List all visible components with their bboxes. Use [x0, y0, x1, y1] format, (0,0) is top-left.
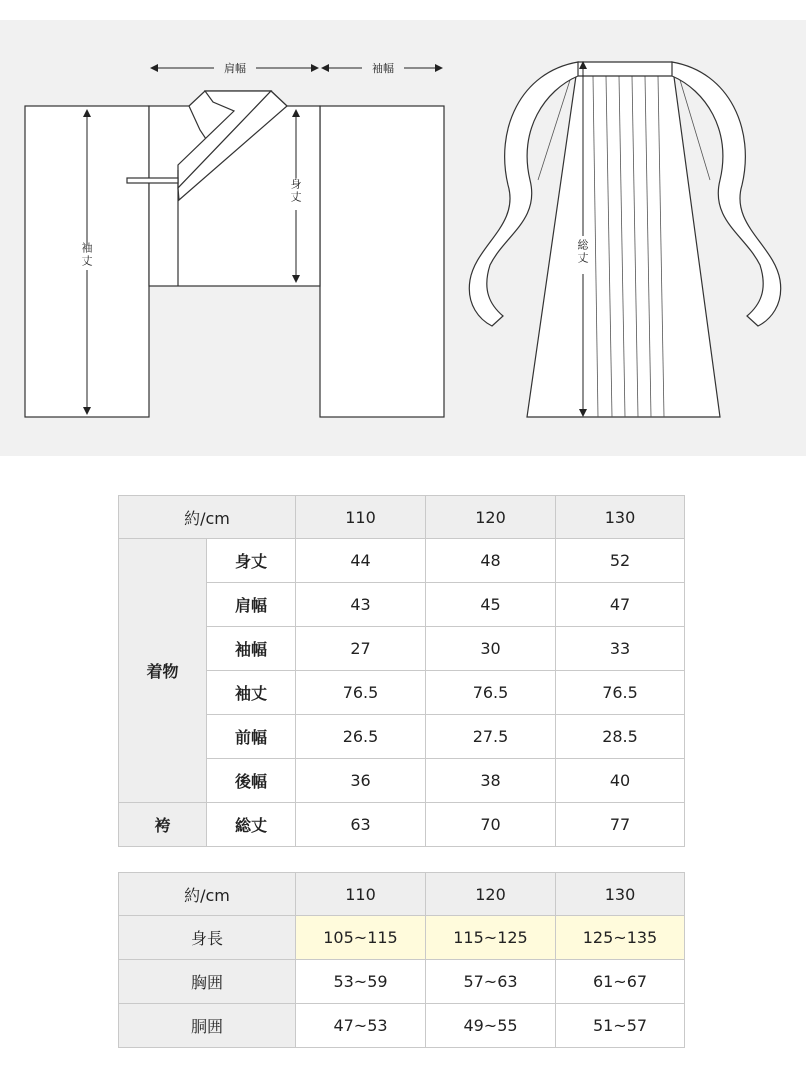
- header-row: [119, 496, 685, 539]
- label-sleeve-length: 袖丈: [81, 241, 93, 268]
- value-cell: 115~125: [426, 916, 556, 960]
- table-row: [119, 803, 685, 847]
- value-cell: 53~59: [296, 960, 426, 1004]
- row-label: 前幅: [207, 715, 296, 759]
- value-cell: 27.5: [426, 715, 556, 759]
- value-cell: 52: [556, 539, 685, 583]
- row-label: 身長: [119, 916, 296, 960]
- unit-header: 約/cm: [119, 873, 296, 916]
- value-cell: 43: [296, 583, 426, 627]
- value-cell: 45: [426, 583, 556, 627]
- table-row: [119, 960, 685, 1004]
- row-label: 袖丈: [207, 671, 296, 715]
- label-sleeve-width: 袖幅: [372, 62, 394, 75]
- value-cell: 49~55: [426, 1004, 556, 1048]
- value-cell: 44: [296, 539, 426, 583]
- label-shoulder-width: 肩幅: [224, 62, 246, 75]
- value-cell: 76.5: [556, 671, 685, 715]
- row-label: 肩幅: [207, 583, 296, 627]
- value-cell: 48: [426, 539, 556, 583]
- value-cell: 57~63: [426, 960, 556, 1004]
- value-cell: 26.5: [296, 715, 426, 759]
- size-header-130: 130: [556, 496, 685, 539]
- size-header-120: 120: [426, 496, 556, 539]
- group-label: 着物: [119, 539, 207, 803]
- value-cell: 47: [556, 583, 685, 627]
- group-label: 袴: [119, 803, 207, 847]
- value-cell: 76.5: [296, 671, 426, 715]
- value-cell: 70: [426, 803, 556, 847]
- value-cell: 51~57: [556, 1004, 685, 1048]
- table-row: [119, 916, 685, 960]
- size-header-130: 130: [556, 873, 685, 916]
- table-row: [119, 539, 685, 583]
- label-body-length: 身丈: [290, 177, 302, 204]
- header-row: [119, 873, 685, 916]
- value-cell: 77: [556, 803, 685, 847]
- size-header-120: 120: [426, 873, 556, 916]
- row-label: 胸囲: [119, 960, 296, 1004]
- value-cell: 28.5: [556, 715, 685, 759]
- measurement-table: [118, 495, 685, 847]
- row-label: 身丈: [207, 539, 296, 583]
- value-cell: 36: [296, 759, 426, 803]
- row-label: 後幅: [207, 759, 296, 803]
- size-header-110: 110: [296, 873, 426, 916]
- value-cell: 63: [296, 803, 426, 847]
- value-cell: 61~67: [556, 960, 685, 1004]
- hakama-icon: [469, 62, 780, 417]
- value-cell: 30: [426, 627, 556, 671]
- table-row: [119, 1004, 685, 1048]
- value-cell: 76.5: [426, 671, 556, 715]
- garment-diagram: [0, 20, 806, 456]
- row-label: 胴囲: [119, 1004, 296, 1048]
- label-total-length: 総丈: [577, 238, 589, 265]
- value-cell: 27: [296, 627, 426, 671]
- value-cell: 125~135: [556, 916, 685, 960]
- unit-header: 約/cm: [119, 496, 296, 539]
- value-cell: 33: [556, 627, 685, 671]
- diagram-panel: [0, 20, 806, 456]
- value-cell: 105~115: [296, 916, 426, 960]
- fit-table: [118, 872, 685, 1048]
- row-label: 袖幅: [207, 627, 296, 671]
- row-label: 総丈: [207, 803, 296, 847]
- value-cell: 38: [426, 759, 556, 803]
- size-header-110: 110: [296, 496, 426, 539]
- value-cell: 47~53: [296, 1004, 426, 1048]
- value-cell: 40: [556, 759, 685, 803]
